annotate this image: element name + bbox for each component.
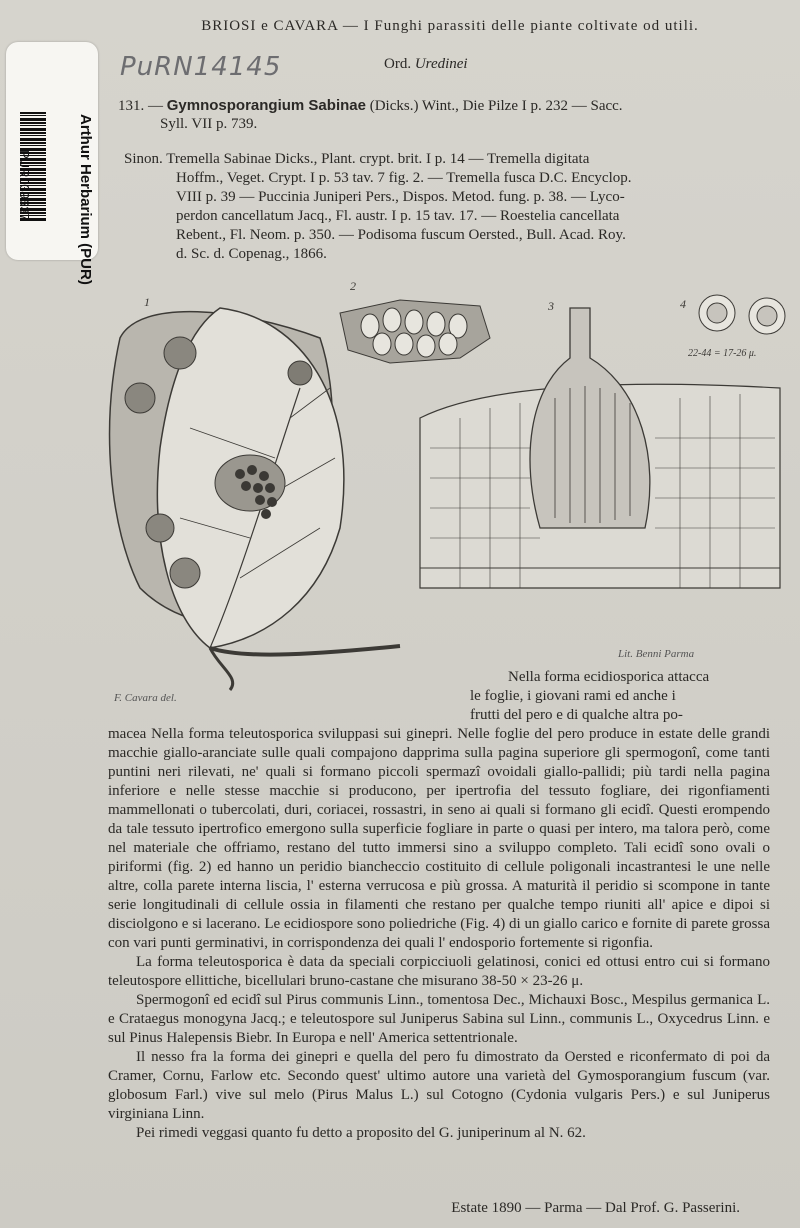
- herbarium-name: Arthur Herbarium (PUR): [77, 114, 94, 285]
- wrap-line: Nella forma ecidiosporica attacca: [508, 669, 710, 685]
- order-line: [384, 56, 468, 73]
- wrap-line: frutti del pero e di qualche altra po-: [470, 707, 683, 723]
- figure-number-1: 1: [144, 295, 150, 309]
- synonym-line: d. Sc. d. Copenag., 1866.: [176, 246, 327, 262]
- figure-number-2: 2: [350, 279, 356, 293]
- synonym-line: perdon cancellatum Jacq., Fl. austr. I p. 15 tav. 17. — Roestelia cancellata: [176, 208, 620, 224]
- entry-line-1: [118, 96, 623, 116]
- figure-number-4: 4: [680, 297, 686, 311]
- leaf-illustration: [110, 308, 400, 690]
- entry-reference: (Dicks.) Wint., Die Pilze I p. 232 — Sacc.: [369, 98, 623, 114]
- order-name: Uredinei: [414, 56, 468, 72]
- page-header: BRIOSI e CAVARA — I Funghi parassiti delle piante coltivate od utili.: [201, 18, 699, 34]
- herbarium-label: [6, 42, 98, 285]
- entry-number: 131. —: [118, 98, 163, 114]
- aeciospores-illustration: [699, 295, 785, 334]
- synonym-line: Sinon. Tremella Sabinae Dicks., Plant. crypt. brit. I p. 14 — Tremella digitata: [124, 151, 590, 167]
- description-paragraph: Pei rimedi veggasi quanto fu detto a proposito del G. juniperinum al N. 62.: [136, 1125, 586, 1141]
- botanical-illustration: [100, 278, 790, 708]
- page-footer: Estate 1890 — Parma — Dal Prof. G. Passerini.: [451, 1200, 740, 1216]
- description-text: [108, 725, 770, 1143]
- description-paragraph: La forma teleutosporica è data da speciali corpicciuoli gelatinosi, conici ed ottusi entro cui si formano teleutospore ellittiche, bicellulari bruno-castane che misurano 38-50 × 23-26 μ.: [108, 954, 770, 989]
- species-name: Gymnosporangium Sabinae: [166, 97, 366, 114]
- synonym-line: Rebent., Fl. Neom. p. 350. — Podisoma fuscum Oersted., Bull. Acad. Roy.: [176, 227, 626, 243]
- figure-number-3: 3: [548, 299, 554, 313]
- aecidia-cluster-illustration: [340, 300, 490, 363]
- specimen-code: PUR039637: [17, 150, 32, 221]
- artist-credit-left: F. Cavara del.: [114, 692, 177, 704]
- synonym-line: Hoffm., Veget. Crypt. I p. 53 tav. 7 fig. 2. — Tremella fusca D.C. Encyclop.: [176, 170, 632, 186]
- wrap-line: le foglie, i giovani rami ed anche i: [470, 688, 676, 704]
- handwritten-accession: PuRN14145: [120, 52, 282, 82]
- entry-line-2: Syll. VII p. 739.: [160, 116, 258, 132]
- description-paragraph: macea Nella forma teleutosporica sviluppasi sui ginepri. Nelle foglie del pero produce in estate delle grandi macchie giallo-aranciate sulle quali compajono dapprima sulla pagina superiore gli spermogonî, come tanti puntini neri rilevati, ne' quali si formano piccoli spermazî ovoidali giallo-pallidi; più tardi nella pagina inferiore e nelle stesse macchie si producono, per ipertrofia del tessuto fogliare, dei rigonfiamenti mammellonati o tubercolati, duri, coriacei, rossastri, in seno ai quali si formano gli ecidî. Questi erompendo da tale tessuto ipertrofico emergono sulla superficie fogliare in parte o quasi per intero, ma talora però, come nel materiale che offriamo, restano del tutto immersi sino a sviluppo completo. Tali ecidî sono ovali o piriformi (fig. 2) ed hanno un peridio biancheccio costituito di cellule poligonali incastrantesi le une nelle altre, colla parete interna liscia, l' esterna verrucosa e più grossa. A maturità il peridio si scompone in tante serie longitudinali di cellule ossia in filamenti che restano per qualche tempo riuniti all' apice e dipoi si disciolgono e si lacerano. Le ecidiospore sono poliedriche (Fig. 4) di un giallo carico e fornite di parete grossa con vari punti germinativi, in corrispondenza dei quali l' endosporio fortemente si rigonfia.: [108, 726, 770, 951]
- description-paragraph: Spermogonî ed ecidî sul Pirus communis Linn., tomentosa Dec., Michauxi Bosc., Mespilus germanica L. e Crataegus monogyna Jacq.; e teleutospore sul Juniperus Sabina sul Linn., communis L., Oxycedrus Linn. e sul Pinus Halepensis Biebr. In Europa e nell' America settentrionale.: [108, 992, 770, 1046]
- artist-credit-right: Lit. Benni Parma: [618, 648, 695, 660]
- order-prefix: Ord.: [384, 56, 412, 72]
- synonym-line: VIII p. 39 — Puccinia Juniperi Pers., Dispos. Metod. fung. p. 38. — Lyco-: [176, 189, 625, 205]
- description-paragraph: Il nesso fra la forma dei ginepri e quella del pero fu dimostrato da Oersted e riconfermato di poi da Cramer, Cornu, Farlow etc. Secondo quest' ultimo autore una varietà del Gymosporangium fuscum (var. globosum Farl.) vive sul melo (Pirus Malus L.) sul Cotogno (Cydonia vulgaris Pers.) e sul Juniperus virginiana Linn.: [108, 1049, 770, 1122]
- spore-scale: 22-44 = 17-26 μ.: [688, 348, 757, 359]
